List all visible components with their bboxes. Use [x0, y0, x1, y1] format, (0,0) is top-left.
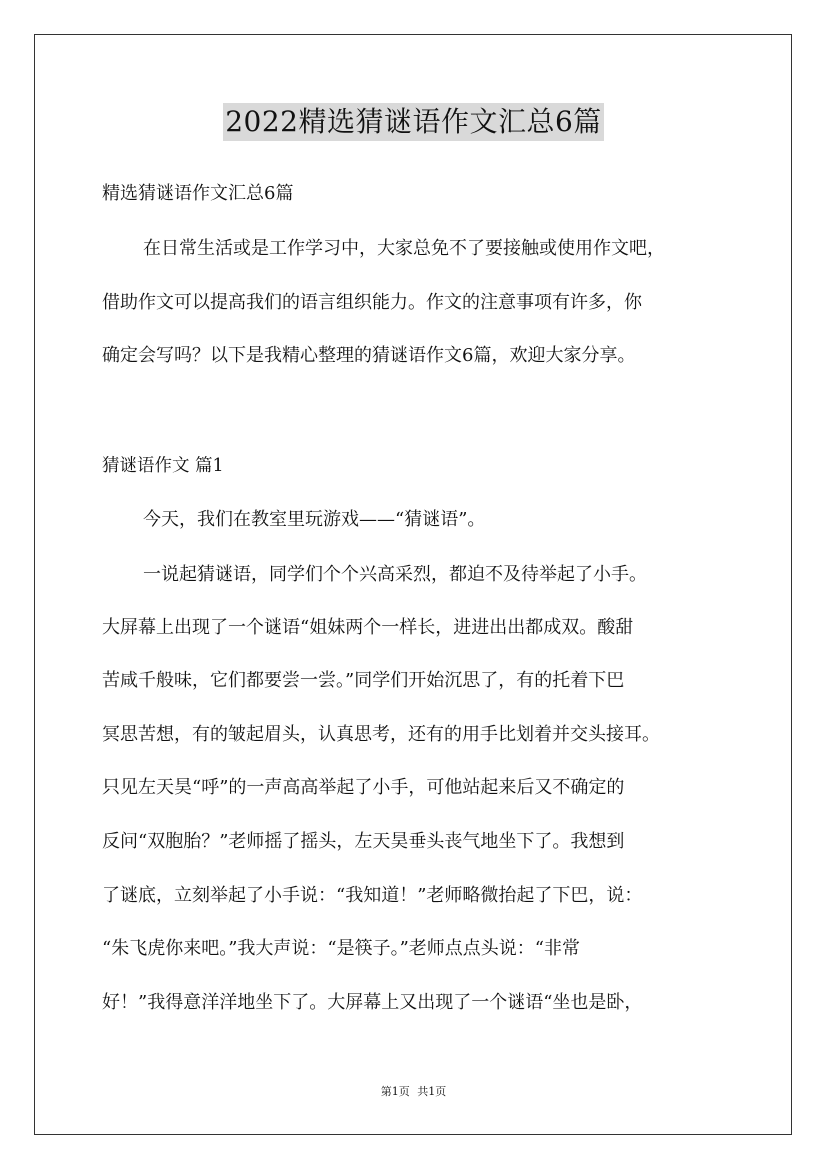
section-heading: 猜谜语作文 篇1 [102, 456, 224, 476]
page-number: 第1页 [380, 1085, 410, 1098]
body-line-8: 了谜底，立刻举起了小手说：“我知道！”老师略微抬起了下巴，说： [102, 885, 643, 906]
document-title: 2022精选猜谜语作文汇总6篇 [223, 103, 604, 141]
body-line-9: “朱飞虎你来吧。”我大声说：“是筷子。”老师点点头说：“非常 [102, 938, 581, 959]
body-line-3: 大屏幕上出现了一个谜语“姐妹两个一样长，进进出出都成双。酸甜 [102, 617, 634, 638]
body-line-7: 反问“双胞胎？”老师摇了摇头，左天昊垂头丧气地坐下了。我想到 [102, 831, 625, 852]
body-line-5: 冥思苦想，有的皱起眉头，认真思考，还有的用手比划着并交头接耳。 [102, 724, 660, 745]
body-line-10: 好！”我得意洋洋地坐下了。大屏幕上又出现了一个谜语“坐也是卧， [102, 992, 643, 1013]
page-footer [0, 1084, 827, 1100]
body-line-4: 苦咸千般味，它们都要尝一尝。”同学们开始沉思了，有的托着下巴 [102, 670, 625, 691]
title-container [0, 103, 827, 141]
body-line-1: 今天，我们在教室里玩游戏——“猜谜语”。 [143, 509, 486, 530]
intro-line-3: 确定会写吗？以下是我精心整理的猜谜语作文6篇，欢迎大家分享。 [102, 345, 636, 366]
page-total: 共1页 [417, 1085, 447, 1098]
body-line-6: 只见左天昊“呼”的一声高高举起了小手，可他站起来后又不确定的 [102, 777, 625, 798]
document-subtitle: 精选猜谜语作文汇总6篇 [102, 183, 294, 204]
body-line-2: 一说起猜谜语，同学们个个兴高采烈，都迫不及待举起了小手。 [143, 564, 647, 585]
intro-line-1: 在日常生活或是工作学习中，大家总免不了要接触或使用作文吧， [143, 238, 665, 259]
intro-line-2: 借助作文可以提高我们的语言组织能力。作文的注意事项有许多，你 [102, 292, 642, 313]
